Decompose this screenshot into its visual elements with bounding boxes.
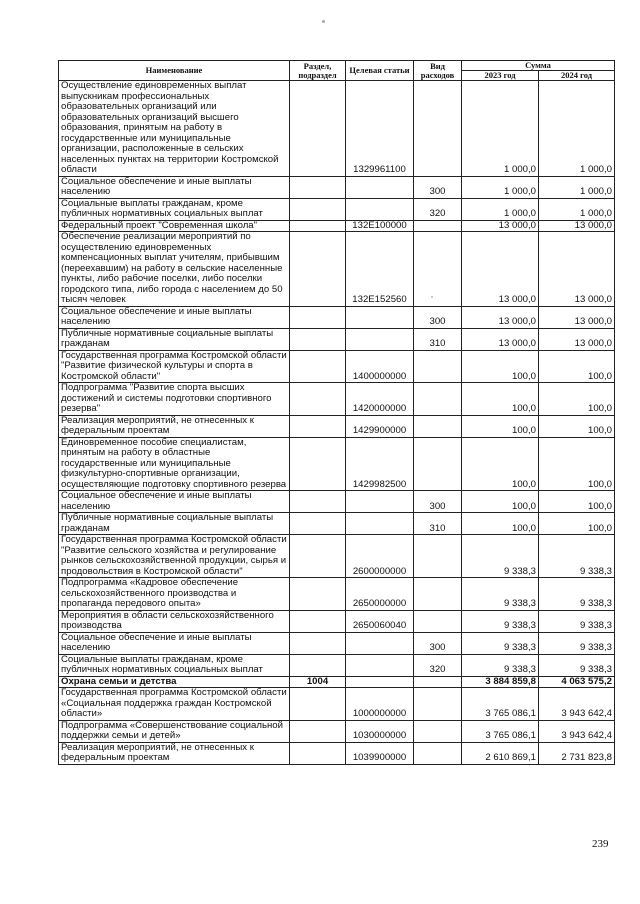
header-sum: Сумма (462, 61, 615, 71)
row-amount-2024: 1 000,0 (539, 176, 615, 198)
row-name: Обеспечение реализации мероприятий по осуществлению единовременных компенсационных выплат учителям, прибывшим (переехавшим) на работу в сельские населенные пункты, либо рабочие поселки, либо поселки городского типа, либо города с населением до 50 тысяч человек (59, 232, 290, 307)
row-amount-2023: 100,0 (462, 491, 539, 513)
row-section (290, 232, 346, 307)
row-target: 1030000000 (346, 720, 414, 742)
table-row (59, 676, 615, 688)
row-name: Социальное обеспечение и иные выплаты населению (59, 632, 290, 654)
row-amount-2024: 4 063 575,2 (539, 676, 615, 688)
row-name: Социальные выплаты гражданам, кроме публичных нормативных социальных выплат (59, 198, 290, 220)
row-section (290, 81, 346, 177)
row-type (414, 81, 462, 177)
table-row (59, 220, 615, 232)
row-amount-2023: 13 000,0 (462, 232, 539, 307)
budget-rows (59, 81, 615, 765)
table-row (59, 720, 615, 742)
row-target: 1400000000 (346, 350, 414, 383)
row-amount-2024: 100,0 (539, 350, 615, 383)
row-name: Мероприятия в области сельскохозяйственного производства (59, 610, 290, 632)
row-type (414, 437, 462, 491)
row-type: 320 (414, 654, 462, 676)
row-amount-2023: 1 000,0 (462, 176, 539, 198)
row-type (414, 720, 462, 742)
row-amount-2023: 9 338,3 (462, 654, 539, 676)
row-section (290, 654, 346, 676)
header-target: Целевая статьи (346, 61, 414, 81)
header-section: Раздел, подраздел (290, 61, 346, 81)
page-number: 239 (592, 838, 609, 850)
row-target (346, 676, 414, 688)
table-row (59, 578, 615, 611)
row-section (290, 535, 346, 578)
row-target: 1429982500 (346, 437, 414, 491)
table-row (59, 232, 615, 307)
row-section (290, 176, 346, 198)
row-section: 1004 (290, 676, 346, 688)
row-type (414, 688, 462, 721)
row-target (346, 513, 414, 535)
table-row (59, 535, 615, 578)
row-target: 132Е152560 (346, 232, 414, 307)
row-target: 1420000000 (346, 383, 414, 416)
row-section (290, 220, 346, 232)
row-type: 300 (414, 306, 462, 328)
row-amount-2023: 3 765 086,1 (462, 720, 539, 742)
row-amount-2023: 1 000,0 (462, 198, 539, 220)
row-target (346, 176, 414, 198)
table-row (59, 742, 615, 764)
row-name: Подпрограмма «Кадровое обеспечение сельскохозяйственного производства и пропаганда передового опыта» (59, 578, 290, 611)
row-name: Подпрограмма "Развитие спорта высших достижений и системы подготовки спортивного резерва" (59, 383, 290, 416)
row-type: 300 (414, 632, 462, 654)
table-row (59, 654, 615, 676)
row-section (290, 491, 346, 513)
row-type (414, 676, 462, 688)
budget-table (58, 60, 615, 765)
row-section (290, 688, 346, 721)
row-section (290, 383, 346, 416)
row-amount-2024: 1 000,0 (539, 198, 615, 220)
row-type (414, 383, 462, 416)
row-amount-2024: 9 338,3 (539, 578, 615, 611)
row-section (290, 306, 346, 328)
row-amount-2023: 1 000,0 (462, 81, 539, 177)
row-target: 2650000000 (346, 578, 414, 611)
table-row (59, 328, 615, 350)
row-section (290, 513, 346, 535)
row-name: Подпрограмма «Совершенствование социальной поддержки семьи и детей» (59, 720, 290, 742)
table-row (59, 688, 615, 721)
row-target (346, 306, 414, 328)
row-target (346, 491, 414, 513)
table-row (59, 306, 615, 328)
row-amount-2024: 13 000,0 (539, 232, 615, 307)
row-amount-2023: 9 338,3 (462, 578, 539, 611)
header-type: Вид расходов (414, 61, 462, 81)
row-target: 1000000000 (346, 688, 414, 721)
row-amount-2024: 9 338,3 (539, 535, 615, 578)
table-row (59, 350, 615, 383)
row-amount-2024: 1 000,0 (539, 81, 615, 177)
table-row (59, 176, 615, 198)
row-amount-2024: 9 338,3 (539, 632, 615, 654)
row-type: 320 (414, 198, 462, 220)
row-name: Социальное обеспечение и иные выплаты населению (59, 306, 290, 328)
row-name: Публичные нормативные социальные выплаты гражданам (59, 513, 290, 535)
row-target: 132Е100000 (346, 220, 414, 232)
row-target: 1329961100 (346, 81, 414, 177)
row-amount-2024: 13 000,0 (539, 220, 615, 232)
row-type (414, 220, 462, 232)
row-amount-2023: 100,0 (462, 437, 539, 491)
row-name: Реализация мероприятий, не отнесенных к федеральным проектам (59, 415, 290, 437)
row-amount-2023: 9 338,3 (462, 632, 539, 654)
row-amount-2024: 100,0 (539, 437, 615, 491)
row-target: 1039900000 (346, 742, 414, 764)
row-name: Реализация мероприятий, не отнесенных к федеральным проектам (59, 742, 290, 764)
row-name: Государственная программа Костромской области "Развитие сельского хозяйства и регулирование рынков сельскохозяйственной продукции, сырья и продовольствия в Костромской области" (59, 535, 290, 578)
row-name: Государственная программа Костромской области «Социальная поддержка граждан Костромской области» (59, 688, 290, 721)
row-name: Единовременное пособие специалистам, принятым на работу в областные государственные или муниципальные физкультурно-спортивные организации, осуществляющие подготовку спортивного резерва (59, 437, 290, 491)
row-type (414, 350, 462, 383)
table-row (59, 610, 615, 632)
row-amount-2024: 100,0 (539, 491, 615, 513)
row-amount-2023: 100,0 (462, 415, 539, 437)
row-amount-2023: 9 338,3 (462, 535, 539, 578)
row-target: 1429900000 (346, 415, 414, 437)
table-row (59, 437, 615, 491)
table-row (59, 415, 615, 437)
header-year-2023: 2023 год (462, 71, 539, 81)
row-section (290, 198, 346, 220)
row-name: Публичные нормативные социальные выплаты гражданам (59, 328, 290, 350)
row-type: 300 (414, 176, 462, 198)
row-name: Осуществление единовременных выплат выпускникам профессиональных образовательных организаций или образовательных организаций высшего образования, принятым на работу в государственные или муниципальные организации, расположенные в сельских населенных пунктах на территории Костромской области (59, 81, 290, 177)
table-row (59, 198, 615, 220)
table-row (59, 383, 615, 416)
row-target: 2650060040 (346, 610, 414, 632)
row-type (414, 578, 462, 611)
row-amount-2024: 2 731 823,8 (539, 742, 615, 764)
row-amount-2024: 100,0 (539, 383, 615, 416)
header-year-2024: 2024 год (539, 71, 615, 81)
row-amount-2023: 100,0 (462, 383, 539, 416)
row-amount-2024: 9 338,3 (539, 610, 615, 632)
row-name: Государственная программа Костромской области "Развитие физической культуры и спорта в Костромской области" (59, 350, 290, 383)
row-target (346, 654, 414, 676)
row-target (346, 328, 414, 350)
row-amount-2023: 13 000,0 (462, 306, 539, 328)
row-amount-2024: 13 000,0 (539, 306, 615, 328)
row-name: Федеральный проект "Современная школа" (59, 220, 290, 232)
row-type (414, 232, 462, 307)
row-section (290, 632, 346, 654)
row-amount-2024: 100,0 (539, 415, 615, 437)
header-name: Наименование (59, 61, 290, 81)
row-target: 2600000000 (346, 535, 414, 578)
row-name: Социальные выплаты гражданам, кроме публичных нормативных социальных выплат (59, 654, 290, 676)
row-section (290, 578, 346, 611)
row-type: 300 (414, 491, 462, 513)
row-target (346, 632, 414, 654)
scan-speck (322, 20, 325, 23)
row-amount-2023: 9 338,3 (462, 610, 539, 632)
row-amount-2024: 13 000,0 (539, 328, 615, 350)
row-amount-2023: 2 610 869,1 (462, 742, 539, 764)
row-section (290, 437, 346, 491)
row-name: Охрана семьи и детства (59, 676, 290, 688)
row-name: Социальное обеспечение и иные выплаты населению (59, 491, 290, 513)
row-section (290, 720, 346, 742)
row-type (414, 535, 462, 578)
row-section (290, 742, 346, 764)
row-type: 310 (414, 513, 462, 535)
row-section (290, 328, 346, 350)
row-amount-2023: 13 000,0 (462, 328, 539, 350)
row-section (290, 350, 346, 383)
row-amount-2023: 100,0 (462, 513, 539, 535)
row-amount-2024: 100,0 (539, 513, 615, 535)
row-name: Социальное обеспечение и иные выплаты населению (59, 176, 290, 198)
row-amount-2024: 3 943 642,4 (539, 688, 615, 721)
table-row (59, 81, 615, 177)
row-amount-2024: 9 338,3 (539, 654, 615, 676)
row-amount-2023: 13 000,0 (462, 220, 539, 232)
row-target (346, 198, 414, 220)
row-amount-2024: 3 943 642,4 (539, 720, 615, 742)
row-type (414, 415, 462, 437)
row-amount-2023: 3 765 086,1 (462, 688, 539, 721)
row-amount-2023: 3 884 859,8 (462, 676, 539, 688)
row-section (290, 415, 346, 437)
table-row (59, 491, 615, 513)
row-type (414, 610, 462, 632)
table-row (59, 513, 615, 535)
row-section (290, 610, 346, 632)
row-amount-2023: 100,0 (462, 350, 539, 383)
row-type (414, 742, 462, 764)
table-row (59, 632, 615, 654)
row-type: 310 (414, 328, 462, 350)
